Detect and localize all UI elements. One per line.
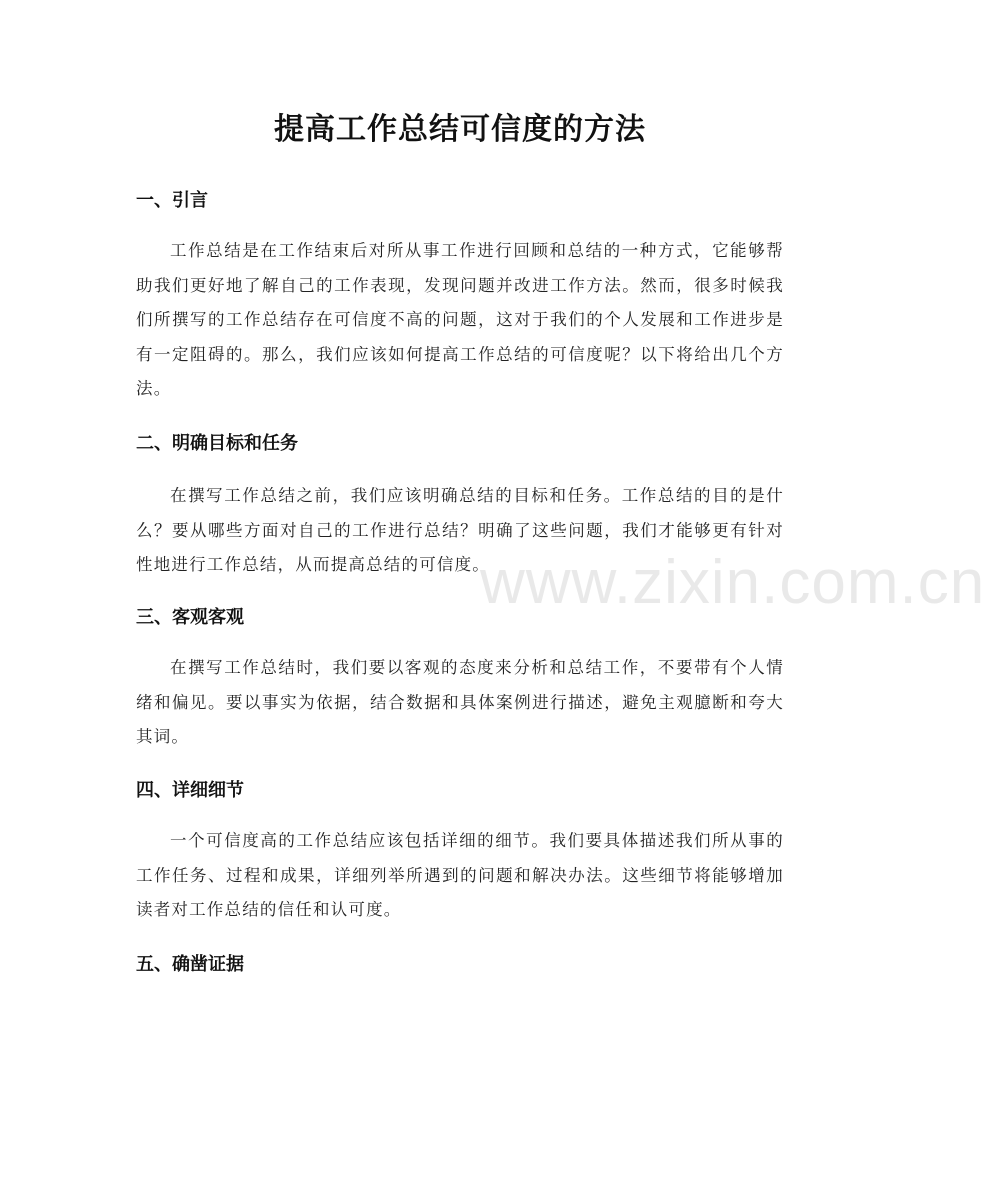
section-paragraph-goals: 在撰写工作总结之前，我们应该明确总结的目标和任务。工作总结的目的是什么？要从哪些方面对自己的工作进行总结？明确了这些问题，我们才能够更有针对性地进行工作总结，从而提高总结的可信度。	[136, 486, 784, 574]
section-heading-goals: 二、明确目标和任务	[136, 433, 298, 454]
section-heading-objectivity: 三、客观客观	[136, 607, 244, 628]
section-heading-evidence: 五、确凿证据	[136, 954, 244, 975]
section-paragraph-details: 一个可信度高的工作总结应该包括详细的细节。我们要具体描述我们所从事的工作任务、过程和成果，详细列举所遇到的问题和解决办法。这些细节将能够增加读者对工作总结的信任和认可度。	[136, 831, 784, 919]
page-title: 提高工作总结可信度的方法	[274, 112, 646, 147]
section-paragraph-objectivity: 在撰写工作总结时，我们要以客观的态度来分析和总结工作，不要带有个人情绪和偏见。要以事实为依据，结合数据和具体案例进行描述，避免主观臆断和夸大其词。	[136, 658, 784, 746]
section-heading-introduction: 一、引言	[136, 190, 208, 211]
section-heading-details: 四、详细细节	[136, 780, 244, 801]
watermark: www.zixin.com.cn	[480, 548, 985, 617]
section-paragraph-introduction: 工作总结是在工作结束后对所从事工作进行回顾和总结的一种方式，它能够帮助我们更好地了解自己的工作表现，发现问题并改进工作方法。然而，很多时候我们所撰写的工作总结存在可信度不高的问题，这对于我们的个人发展和工作进步是有一定阻碍的。那么，我们应该如何提高工作总结的可信度呢？以下将给出几个方法。	[136, 241, 784, 398]
